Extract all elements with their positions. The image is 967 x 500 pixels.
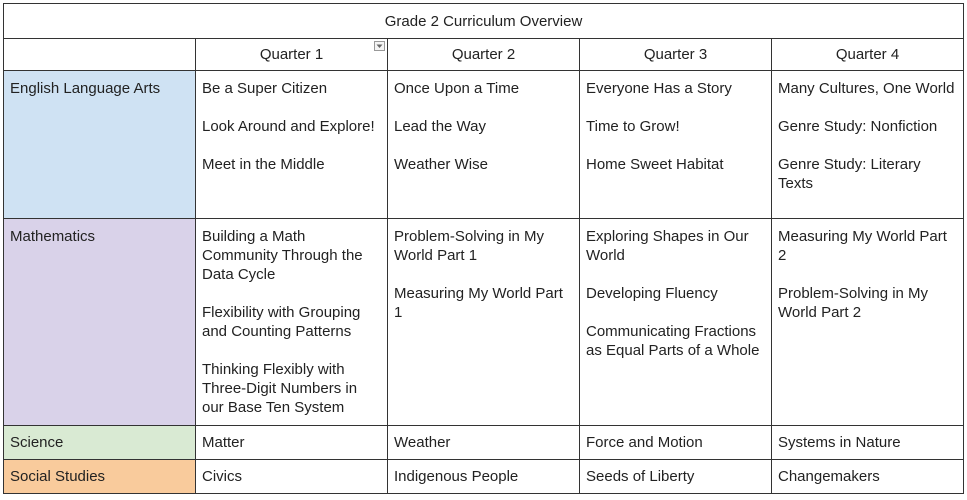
math-q4-cell[interactable] <box>772 219 964 426</box>
subject-cell-science[interactable]: Science <box>4 426 196 460</box>
unit-item: Communicating Fractions as Equal Parts of a Whole <box>586 323 760 359</box>
unit-item: Once Upon a Time <box>394 80 520 97</box>
unit-item: Systems in Nature <box>778 434 901 451</box>
unit-item: Problem-Solving in My World Part 1 <box>394 228 545 264</box>
ela-q1-cell[interactable] <box>196 71 388 219</box>
table-row <box>4 426 964 460</box>
science-q2-cell[interactable] <box>388 426 580 460</box>
social-studies-q2-cell[interactable] <box>388 460 580 494</box>
header-quarter-4[interactable] <box>772 39 964 71</box>
dropdown-arrow-icon[interactable] <box>374 41 385 51</box>
curriculum-table <box>3 3 964 494</box>
unit-item: Problem-Solving in My World Part 2 <box>778 285 929 321</box>
unit-item: Meet in the Middle <box>202 156 325 173</box>
unit-item: Time to Grow! <box>586 118 680 135</box>
unit-item: Thinking Flexibly with Three-Digit Numbers in our Base Ten System <box>202 361 358 416</box>
ela-q4-cell[interactable] <box>772 71 964 219</box>
header-quarter-3[interactable] <box>580 39 772 71</box>
unit-item: Indigenous People <box>394 468 519 485</box>
unit-item: Everyone Has a Story <box>586 80 732 97</box>
header-row <box>4 39 964 71</box>
table-row <box>4 460 964 494</box>
header-quarter-1[interactable] <box>196 39 388 71</box>
header-corner-cell <box>4 39 196 71</box>
title-row <box>4 4 964 39</box>
unit-item: Be a Super Citizen <box>202 80 328 97</box>
math-q1-cell[interactable] <box>196 219 388 426</box>
subject-cell-social-studies[interactable]: Social Studies <box>4 460 196 494</box>
ela-q2-cell[interactable] <box>388 71 580 219</box>
unit-item: Many Cultures, One World <box>778 80 955 97</box>
unit-item: Home Sweet Habitat <box>586 156 724 173</box>
quarter-label: Quarter 2 <box>451 46 516 63</box>
science-q1-cell[interactable] <box>196 426 388 460</box>
ela-q3-cell[interactable] <box>580 71 772 219</box>
table-title: Grade 2 Curriculum Overview <box>4 4 964 39</box>
unit-item: Building a Math Community Through the Data Cycle <box>202 228 363 283</box>
unit-item: Weather Wise <box>394 156 488 173</box>
unit-item: Weather <box>394 434 451 451</box>
social-studies-q4-cell[interactable] <box>772 460 964 494</box>
math-q3-cell[interactable] <box>580 219 772 426</box>
science-q3-cell[interactable] <box>580 426 772 460</box>
unit-item: Lead the Way <box>394 118 486 135</box>
unit-item: Seeds of Liberty <box>586 468 695 485</box>
science-q4-cell[interactable] <box>772 426 964 460</box>
unit-item: Look Around and Explore! <box>202 118 375 135</box>
quarter-label: Quarter 4 <box>835 46 900 63</box>
unit-item: Measuring My World Part 1 <box>394 285 563 321</box>
unit-item: Civics <box>202 468 242 485</box>
quarter-label: Quarter 1 <box>259 46 324 63</box>
unit-item: Force and Motion <box>586 434 703 451</box>
unit-item: Matter <box>202 434 245 451</box>
subject-cell-ela[interactable]: English Language Arts <box>4 71 196 219</box>
unit-item: Flexibility with Grouping and Counting Patterns <box>202 304 361 340</box>
quarter-label: Quarter 3 <box>643 46 708 63</box>
table-row <box>4 219 964 426</box>
unit-item: Measuring My World Part 2 <box>778 228 947 264</box>
table-row <box>4 71 964 219</box>
social-studies-q3-cell[interactable] <box>580 460 772 494</box>
unit-item: Changemakers <box>778 468 880 485</box>
header-quarter-2[interactable] <box>388 39 580 71</box>
social-studies-q1-cell[interactable] <box>196 460 388 494</box>
subject-cell-math[interactable]: Mathematics <box>4 219 196 426</box>
unit-item: Developing Fluency <box>586 285 718 302</box>
unit-item: Genre Study: Nonfiction <box>778 118 938 135</box>
math-q2-cell[interactable] <box>388 219 580 426</box>
unit-item: Exploring Shapes in Our World <box>586 228 749 264</box>
unit-item: Genre Study: Literary Texts <box>778 156 921 192</box>
